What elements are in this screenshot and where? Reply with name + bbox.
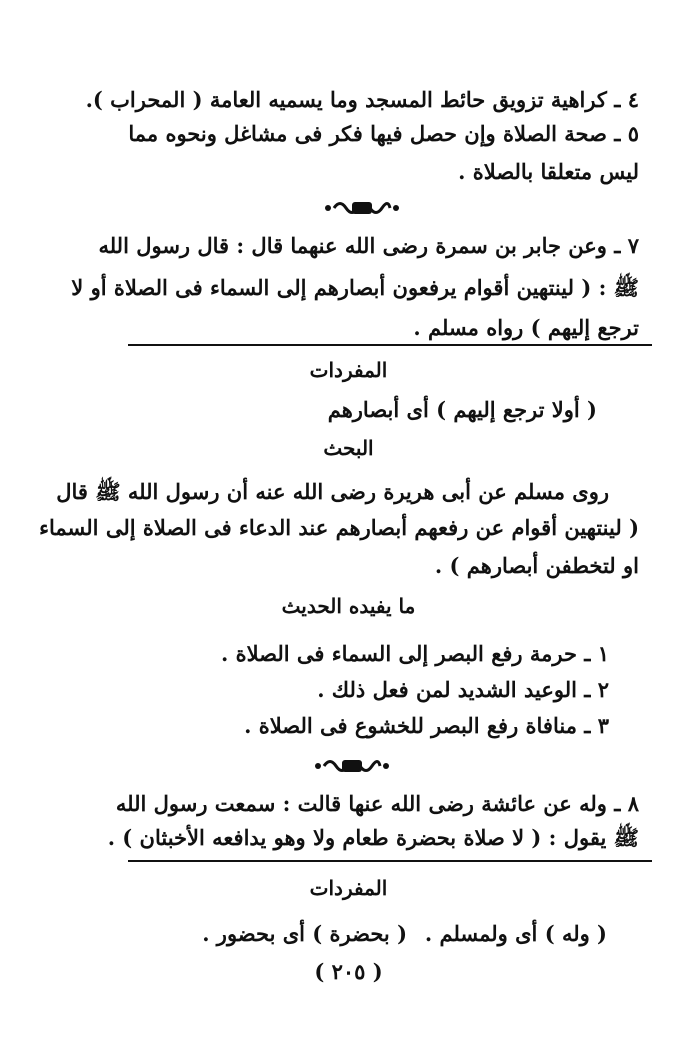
- section-heading-vocabulary: المفردات: [309, 358, 388, 382]
- section-heading-vocabulary-2: المفردات: [309, 876, 388, 900]
- benefit-item-3: ٣ ـ منافاة رفع البصر للخشوع فى الصلاة .: [244, 713, 609, 738]
- section-heading-benefits: ما يفيده الحديث: [281, 594, 416, 618]
- page-number: ( ٢٠٥ ): [314, 959, 383, 984]
- vocabulary-item-bi-hadrah: ( بحضرة ) أى بحضور .: [202, 921, 407, 946]
- hadith-8-line-1: ٨ ـ وله عن عائشة رضى الله عنها قالت : سمعت رسول الله: [115, 791, 639, 816]
- section-heading-discussion: البحث: [323, 436, 374, 460]
- list-item-5-cont: ليس متعلقا بالصلاة .: [458, 159, 639, 184]
- vocabulary-item: ( أولا ترجع إليهم ) أى أبصارهم: [327, 397, 597, 422]
- hadith-8-line-2: ﷺ يقول : ( لا صلاة بحضرة طعام ولا وهو يدافعه الأخبثان ) .: [107, 825, 639, 850]
- hadith-7-line-1: ٧ ـ وعن جابر بن سمرة رضى الله عنهما قال : قال رسول الله: [98, 233, 639, 258]
- hadith-7-line-3: ترجع إليهم ) رواه مسلم .: [413, 315, 639, 340]
- benefit-item-2: ٢ ـ الوعيد الشديد لمن فعل ذلك .: [317, 677, 609, 702]
- discussion-line-3: او لتخطفن أبصارهم ) .: [434, 553, 639, 578]
- discussion-line-1: روى مسلم عن أبى هريرة رضى الله عنه أن رسول الله ﷺ قال: [56, 479, 609, 504]
- discussion-line-2: ( لينتهين أقوام عن رفعهم أبصارهم عند الدعاء فى الصلاة إلى السماء: [39, 515, 639, 540]
- ornament-divider-icon-2: [312, 756, 392, 776]
- section-divider: [128, 344, 652, 346]
- hadith-7-line-2: ﷺ : ( لينتهين أقوام يرفعون أبصارهم إلى السماء فى الصلاة أو لا: [71, 275, 639, 300]
- benefit-item-1: ١ ـ حرمة رفع البصر إلى السماء فى الصلاة .: [221, 641, 609, 666]
- list-item-5: ٥ ـ صحة الصلاة وإن حصل فيها فكر فى مشاغل ونحوه مما: [128, 121, 639, 146]
- vocabulary-item-wa-lahu: ( وله ) أى ولمسلم .: [424, 921, 607, 946]
- list-item-4: ٤ ـ كراهية تزويق حائط المسجد وما يسميه العامة ( المحراب ).: [85, 87, 639, 112]
- section-divider-2: [128, 860, 652, 862]
- ornament-divider-icon: [322, 198, 402, 218]
